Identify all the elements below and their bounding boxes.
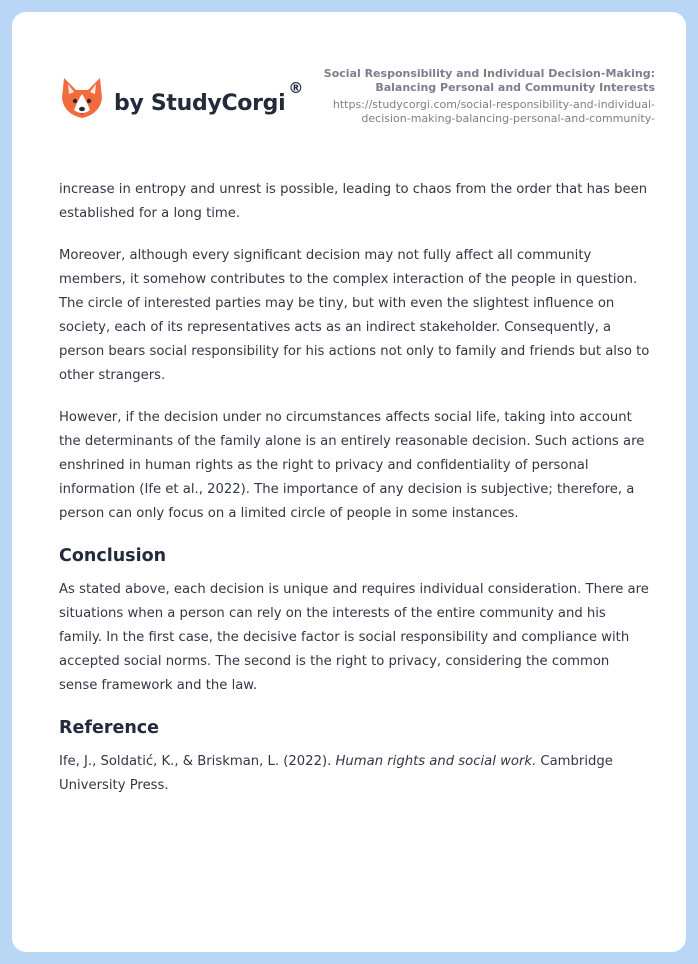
reference-entry [59,750,651,798]
reference-publisher: Cambridge University Press. [59,754,613,793]
registered-mark: ® [288,79,304,97]
document-title-line-2: Balancing Personal and Community Interests [375,81,655,94]
brand-name: by StudyCorgi [114,90,286,116]
document-body [59,178,651,816]
conclusion-heading: Conclusion [59,546,167,566]
document-url-line-1: https://studycorgi.com/social-responsibility-and-individual- [332,98,655,111]
paragraph-3: However, if the decision under no circumstances affects social life, taking into account the determinants of the family alone is an entirely reasonable decision. Such actions are enshrined in human rights as the right to privacy and confidentiality of personal information (Ife et al., 2022). The importance of any decision is subjective; therefore, a person can only focus on a limited circle of people in some instances. [59,410,645,521]
document-header-info [315,67,655,125]
reference-title: Human rights and social work. [335,754,537,769]
document-title-line-1: Social Responsibility and Individual Decision-Making: [323,67,655,80]
document-url-line-2: decision-making-balancing-personal-and-community- [361,111,655,125]
paragraph-1: increase in entropy and unrest is possible, leading to chaos from the order that has been established for a long time. [59,182,648,221]
reference-heading: Reference [59,718,160,738]
reference-authors: Ife, J., Soldatić, K., & Briskman, L. (2022). [59,754,336,769]
paragraph-2: Moreover, although every significant decision may not fully affect all community members, it somehow contributes to the complex interaction of the people in question. The circle of interested parties may be tiny, but with even the slightest influence on society, each of its representatives acts as an indirect stakeholder. Consequently, a person bears social responsibility for his actions not only to family and friends but also to other strangers. [59,248,650,383]
conclusion-paragraph: As stated above, each decision is unique and requires individual consideration. There are situations when a person can rely on the interests of the entire community and his family. In the first case, the decisive factor is social responsibility and compliance with accepted social norms. The second is the right to privacy, considering the common sense framework and the law. [59,582,649,693]
corgi-icon [60,76,104,122]
document-title [315,67,655,95]
document-page [12,12,686,952]
studycorgi-logo[interactable] [60,76,303,122]
document-url[interactable] [315,98,655,125]
